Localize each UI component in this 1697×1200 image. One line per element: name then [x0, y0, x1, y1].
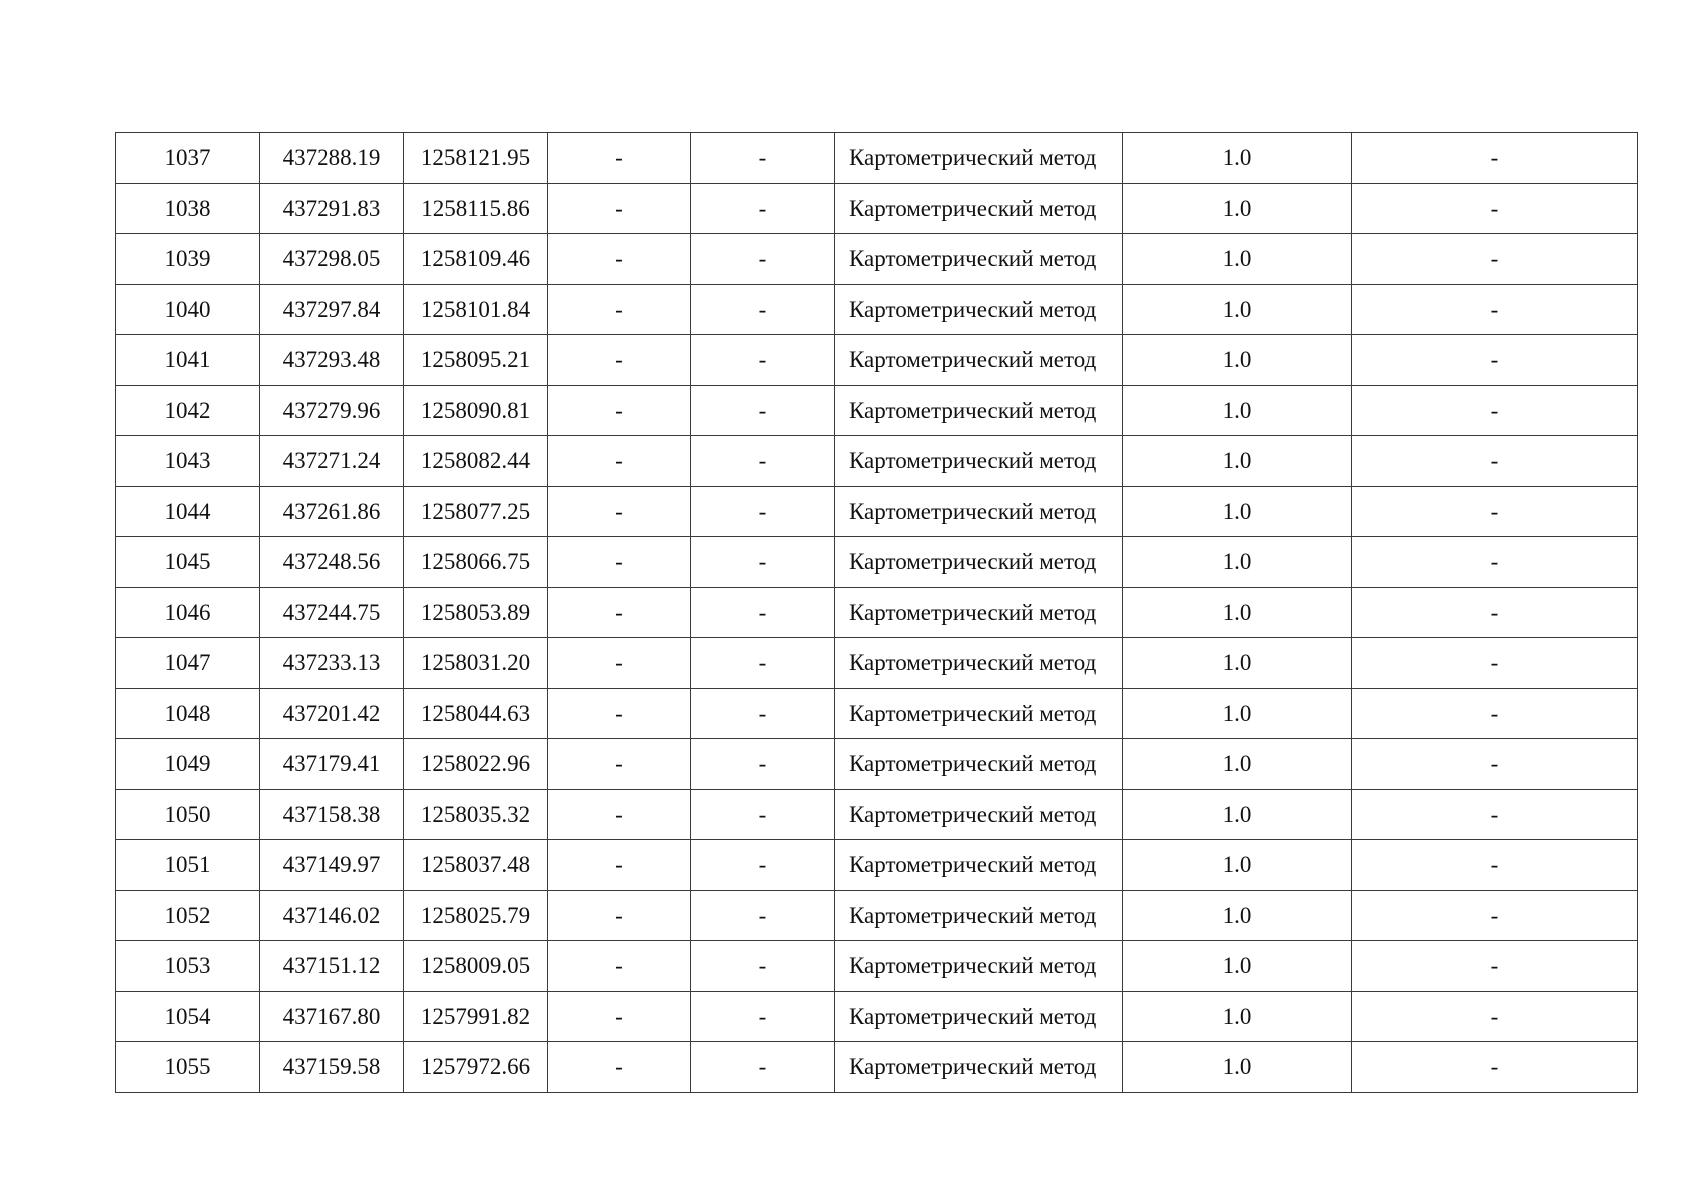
x-coordinate-cell: 437261.86	[260, 486, 404, 537]
method-cell: Картометрический метод	[835, 890, 1123, 941]
empty-value-cell: -	[691, 284, 835, 335]
empty-value-cell: -	[1352, 991, 1638, 1042]
empty-value-cell: -	[691, 1042, 835, 1093]
point-number-cell: 1054	[116, 991, 260, 1042]
empty-value-cell: -	[691, 234, 835, 285]
empty-value-cell: -	[1352, 486, 1638, 537]
coordinates-table	[115, 132, 1638, 1093]
empty-value-cell: -	[691, 789, 835, 840]
y-coordinate-cell: 1258025.79	[404, 890, 548, 941]
method-cell: Картометрический метод	[835, 537, 1123, 588]
table-row	[116, 1042, 1638, 1093]
empty-value-cell: -	[548, 739, 691, 790]
point-number-cell: 1044	[116, 486, 260, 537]
empty-value-cell: -	[1352, 739, 1638, 790]
accuracy-cell: 1.0	[1123, 789, 1352, 840]
table-row	[116, 537, 1638, 588]
table-row	[116, 991, 1638, 1042]
empty-value-cell: -	[1352, 638, 1638, 689]
table-row	[116, 436, 1638, 487]
accuracy-cell: 1.0	[1123, 436, 1352, 487]
empty-value-cell: -	[548, 1042, 691, 1093]
empty-value-cell: -	[548, 587, 691, 638]
y-coordinate-cell: 1257972.66	[404, 1042, 548, 1093]
method-cell: Картометрический метод	[835, 739, 1123, 790]
empty-value-cell: -	[1352, 436, 1638, 487]
table-row	[116, 890, 1638, 941]
empty-value-cell: -	[691, 385, 835, 436]
x-coordinate-cell: 437248.56	[260, 537, 404, 588]
method-cell: Картометрический метод	[835, 133, 1123, 184]
empty-value-cell: -	[1352, 1042, 1638, 1093]
y-coordinate-cell: 1258031.20	[404, 638, 548, 689]
y-coordinate-cell: 1258035.32	[404, 789, 548, 840]
method-cell: Картометрический метод	[835, 335, 1123, 386]
point-number-cell: 1038	[116, 183, 260, 234]
y-coordinate-cell: 1258009.05	[404, 941, 548, 992]
empty-value-cell: -	[1352, 890, 1638, 941]
accuracy-cell: 1.0	[1123, 638, 1352, 689]
empty-value-cell: -	[1352, 840, 1638, 891]
empty-value-cell: -	[691, 133, 835, 184]
accuracy-cell: 1.0	[1123, 991, 1352, 1042]
method-cell: Картометрический метод	[835, 991, 1123, 1042]
point-number-cell: 1048	[116, 688, 260, 739]
empty-value-cell: -	[1352, 335, 1638, 386]
empty-value-cell: -	[548, 941, 691, 992]
point-number-cell: 1051	[116, 840, 260, 891]
method-cell: Картометрический метод	[835, 941, 1123, 992]
empty-value-cell: -	[1352, 234, 1638, 285]
empty-value-cell: -	[548, 133, 691, 184]
table-row	[116, 183, 1638, 234]
y-coordinate-cell: 1258090.81	[404, 385, 548, 436]
point-number-cell: 1047	[116, 638, 260, 689]
empty-value-cell: -	[548, 638, 691, 689]
y-coordinate-cell: 1258022.96	[404, 739, 548, 790]
y-coordinate-cell: 1258077.25	[404, 486, 548, 537]
empty-value-cell: -	[691, 941, 835, 992]
empty-value-cell: -	[1352, 688, 1638, 739]
empty-value-cell: -	[548, 234, 691, 285]
point-number-cell: 1041	[116, 335, 260, 386]
coordinates-table-body	[116, 133, 1638, 1093]
empty-value-cell: -	[548, 335, 691, 386]
empty-value-cell: -	[691, 638, 835, 689]
method-cell: Картометрический метод	[835, 1042, 1123, 1093]
method-cell: Картометрический метод	[835, 436, 1123, 487]
accuracy-cell: 1.0	[1123, 234, 1352, 285]
y-coordinate-cell: 1258066.75	[404, 537, 548, 588]
empty-value-cell: -	[1352, 789, 1638, 840]
method-cell: Картометрический метод	[835, 284, 1123, 335]
empty-value-cell: -	[691, 739, 835, 790]
point-number-cell: 1037	[116, 133, 260, 184]
empty-value-cell: -	[1352, 133, 1638, 184]
accuracy-cell: 1.0	[1123, 941, 1352, 992]
x-coordinate-cell: 437297.84	[260, 284, 404, 335]
accuracy-cell: 1.0	[1123, 183, 1352, 234]
empty-value-cell: -	[548, 840, 691, 891]
point-number-cell: 1050	[116, 789, 260, 840]
y-coordinate-cell: 1258037.48	[404, 840, 548, 891]
table-row	[116, 587, 1638, 638]
y-coordinate-cell: 1258115.86	[404, 183, 548, 234]
y-coordinate-cell: 1258095.21	[404, 335, 548, 386]
point-number-cell: 1043	[116, 436, 260, 487]
empty-value-cell: -	[548, 385, 691, 436]
empty-value-cell: -	[691, 890, 835, 941]
table-row	[116, 638, 1638, 689]
empty-value-cell: -	[691, 840, 835, 891]
empty-value-cell: -	[691, 183, 835, 234]
accuracy-cell: 1.0	[1123, 1042, 1352, 1093]
x-coordinate-cell: 437293.48	[260, 335, 404, 386]
empty-value-cell: -	[1352, 183, 1638, 234]
empty-value-cell: -	[548, 284, 691, 335]
empty-value-cell: -	[1352, 284, 1638, 335]
method-cell: Картометрический метод	[835, 587, 1123, 638]
empty-value-cell: -	[548, 183, 691, 234]
empty-value-cell: -	[548, 537, 691, 588]
empty-value-cell: -	[548, 789, 691, 840]
x-coordinate-cell: 437158.38	[260, 789, 404, 840]
table-row	[116, 133, 1638, 184]
y-coordinate-cell: 1258109.46	[404, 234, 548, 285]
x-coordinate-cell: 437179.41	[260, 739, 404, 790]
table-row	[116, 486, 1638, 537]
method-cell: Картометрический метод	[835, 638, 1123, 689]
empty-value-cell: -	[548, 688, 691, 739]
x-coordinate-cell: 437244.75	[260, 587, 404, 638]
accuracy-cell: 1.0	[1123, 890, 1352, 941]
accuracy-cell: 1.0	[1123, 284, 1352, 335]
x-coordinate-cell: 437146.02	[260, 890, 404, 941]
empty-value-cell: -	[1352, 385, 1638, 436]
method-cell: Картометрический метод	[835, 385, 1123, 436]
point-number-cell: 1049	[116, 739, 260, 790]
empty-value-cell: -	[691, 587, 835, 638]
empty-value-cell: -	[1352, 587, 1638, 638]
y-coordinate-cell: 1258101.84	[404, 284, 548, 335]
y-coordinate-cell: 1258082.44	[404, 436, 548, 487]
x-coordinate-cell: 437288.19	[260, 133, 404, 184]
accuracy-cell: 1.0	[1123, 335, 1352, 386]
empty-value-cell: -	[691, 436, 835, 487]
y-coordinate-cell: 1258121.95	[404, 133, 548, 184]
accuracy-cell: 1.0	[1123, 385, 1352, 436]
x-coordinate-cell: 437151.12	[260, 941, 404, 992]
empty-value-cell: -	[691, 537, 835, 588]
accuracy-cell: 1.0	[1123, 688, 1352, 739]
method-cell: Картометрический метод	[835, 234, 1123, 285]
table-row	[116, 840, 1638, 891]
table-row	[116, 789, 1638, 840]
empty-value-cell: -	[548, 890, 691, 941]
accuracy-cell: 1.0	[1123, 587, 1352, 638]
x-coordinate-cell: 437291.83	[260, 183, 404, 234]
point-number-cell: 1052	[116, 890, 260, 941]
method-cell: Картометрический метод	[835, 789, 1123, 840]
table-row	[116, 688, 1638, 739]
empty-value-cell: -	[691, 991, 835, 1042]
table-row	[116, 739, 1638, 790]
empty-value-cell: -	[691, 335, 835, 386]
empty-value-cell: -	[1352, 941, 1638, 992]
accuracy-cell: 1.0	[1123, 739, 1352, 790]
table-row	[116, 385, 1638, 436]
x-coordinate-cell: 437233.13	[260, 638, 404, 689]
table-row	[116, 234, 1638, 285]
x-coordinate-cell: 437167.80	[260, 991, 404, 1042]
point-number-cell: 1040	[116, 284, 260, 335]
accuracy-cell: 1.0	[1123, 486, 1352, 537]
point-number-cell: 1053	[116, 941, 260, 992]
empty-value-cell: -	[1352, 537, 1638, 588]
method-cell: Картометрический метод	[835, 840, 1123, 891]
table-row	[116, 941, 1638, 992]
table-row	[116, 284, 1638, 335]
y-coordinate-cell: 1258053.89	[404, 587, 548, 638]
empty-value-cell: -	[548, 991, 691, 1042]
x-coordinate-cell: 437298.05	[260, 234, 404, 285]
empty-value-cell: -	[691, 486, 835, 537]
empty-value-cell: -	[548, 486, 691, 537]
accuracy-cell: 1.0	[1123, 537, 1352, 588]
table-row	[116, 335, 1638, 386]
point-number-cell: 1045	[116, 537, 260, 588]
accuracy-cell: 1.0	[1123, 840, 1352, 891]
accuracy-cell: 1.0	[1123, 133, 1352, 184]
x-coordinate-cell: 437149.97	[260, 840, 404, 891]
empty-value-cell: -	[691, 688, 835, 739]
point-number-cell: 1055	[116, 1042, 260, 1093]
y-coordinate-cell: 1258044.63	[404, 688, 548, 739]
point-number-cell: 1042	[116, 385, 260, 436]
x-coordinate-cell: 437279.96	[260, 385, 404, 436]
y-coordinate-cell: 1257991.82	[404, 991, 548, 1042]
point-number-cell: 1039	[116, 234, 260, 285]
x-coordinate-cell: 437271.24	[260, 436, 404, 487]
method-cell: Картометрический метод	[835, 688, 1123, 739]
x-coordinate-cell: 437159.58	[260, 1042, 404, 1093]
method-cell: Картометрический метод	[835, 486, 1123, 537]
method-cell: Картометрический метод	[835, 183, 1123, 234]
empty-value-cell: -	[548, 436, 691, 487]
x-coordinate-cell: 437201.42	[260, 688, 404, 739]
point-number-cell: 1046	[116, 587, 260, 638]
